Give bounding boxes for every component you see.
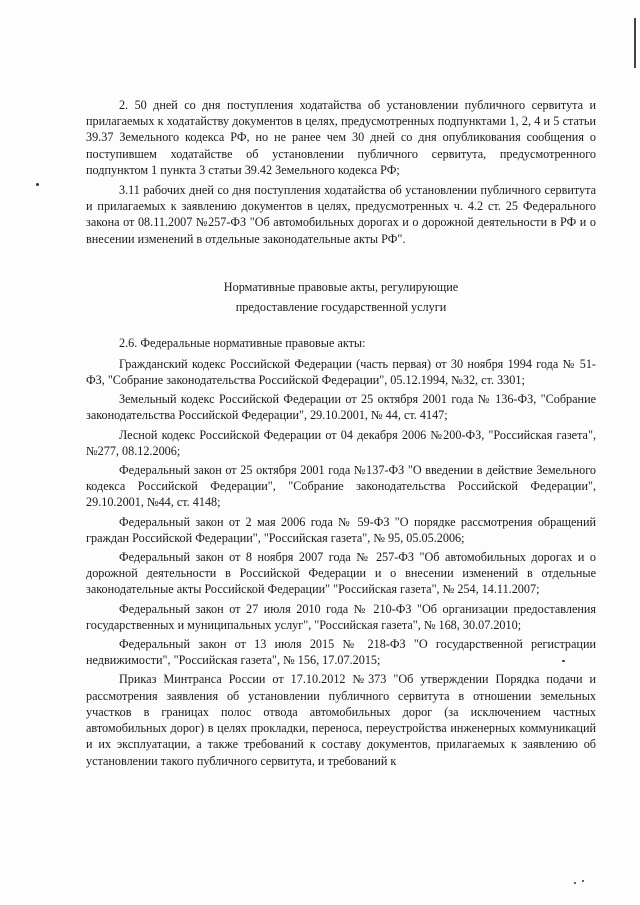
- scan-speck: [36, 183, 39, 186]
- act-item: Гражданский кодекс Российской Федерации (часть первая) от 30 ноября 1994 года № 51-ФЗ, "Собрание законодательства Российской Федерации", 05.12.1994, №32, ст. 3301;: [86, 356, 596, 388]
- scan-speck: [574, 882, 576, 884]
- act-item: Федеральный закон от 13 июля 2015 № 218-ФЗ "О государственной регистрации недвижимости", "Российская газета", № 156, 17.07.2015;: [86, 637, 596, 668]
- scan-edge-mark: [634, 18, 636, 68]
- scan-speck: [582, 880, 584, 882]
- section-heading-line-1: Нормативные правовые акты, регулирующие: [223, 279, 459, 294]
- section-heading: [86, 277, 596, 317]
- act-item: Земельный кодекс Российской Федерации от 25 октября 2001 года № 136-ФЗ, "Собрание законодательства Российской Федерации", 29.10.2001, № 44, ст. 4147;: [86, 392, 596, 423]
- act-item: Федеральный закон от 25 октября 2001 года №137-ФЗ "О введении в действие Земельного кодекса Российской Федерации", "Собрание законодательства Российской Федерации", 29.10.2001, №44, ст. 4148;: [86, 463, 596, 510]
- section-heading-line-2: предоставление государственной услуги: [235, 299, 447, 314]
- section-title: 2.6. Федеральные нормативные правовые акты:: [119, 335, 366, 350]
- paragraph-deadline-2: 2. 50 дней со дня поступления ходатайства об установлении публичного сервитута и прилагаемых к ходатайству документов в целях, предусмотренных подпунктами 1, 2, 4 и 5 статьи 39.37 Земельного кодекса РФ, но не ранее чем 30 дней со дня опубликования сообщения о поступившем ходатайстве об установлении публичного сервитута, предусмотренного подпунктом 1 пункта 3 статьи 39.42 Земельного кодекса РФ;: [86, 98, 596, 177]
- act-item: Лесной кодекс Российской Федерации от 04 декабря 2006 №200-ФЗ, "Российская газета", №277, 08.12.2006;: [86, 427, 596, 458]
- act-item: Федеральный закон от 27 июля 2010 года № 210-ФЗ "Об организации предоставления государственных и муниципальных услуг", "Российская газета", № 168, 30.07.2010;: [86, 601, 596, 632]
- paragraph-deadline-3: 3.11 рабочих дней со дня поступления ходатайства об установлении публичного сервитута и прилагаемых к заявлению документов в целях, предусмотренных ч. 4.2 ст. 25 Федерального закона от 08.11.2007 №257-ФЗ "Об автомобильных дорогах и о дорожной деятельности в РФ и о внесении изменений в отдельные законодательные акты РФ".: [86, 183, 596, 246]
- act-item: Федеральный закон от 8 ноября 2007 года № 257-ФЗ "Об автомобильных дорогах и о дорожной деятельности в Российской Федерации и о внесении изменений в отдельные законодательные акты Российской Федерации" "Российская газета", № 254, 14.11.2007;: [86, 550, 596, 597]
- document-body: [86, 97, 596, 772]
- act-item: Федеральный закон от 2 мая 2006 года № 59-ФЗ "О порядке рассмотрения обращений граждан Российской Федерации", "Российская газета", № 95, 05.05.2006;: [86, 514, 596, 545]
- act-item: Приказ Минтранса России от 17.10.2012 №373 "Об утверждении Порядка подачи и рассмотрения заявления об установлении публичного сервитута в отношении земельных участков в границах полос отвода автомобильных дорог (за исключением частных автомобильных дорог) в целях прокладки, переноса, переустройства инженерных коммуникаций и их эксплуатации, а также требований к составу документов, прилагаемых к заявлению об установлении такого публичного сервитута, и требований к: [86, 672, 596, 768]
